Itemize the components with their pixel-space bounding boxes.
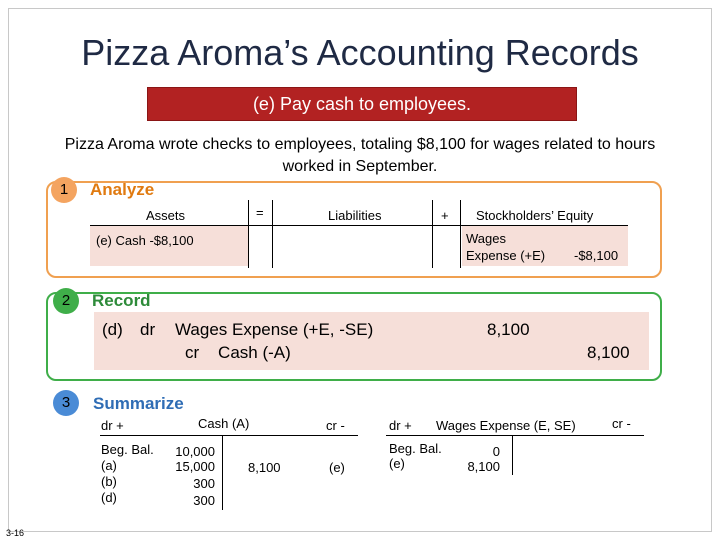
step-3-badge: 3 bbox=[53, 390, 79, 416]
plus-sign: + bbox=[441, 208, 449, 223]
slide-number: 3-16 bbox=[6, 528, 25, 538]
equity-entry-amount: -$8,100 bbox=[574, 248, 619, 263]
debit-account: Wages Expense (+E, -SE) bbox=[175, 320, 374, 339]
equals-divider-right bbox=[272, 200, 273, 268]
wages-debit-0: 0 bbox=[492, 444, 500, 459]
wages-dr-header: dr + bbox=[389, 418, 412, 433]
journal-entry-ref: (d) bbox=[102, 320, 123, 339]
equity-header: Stockholders’ Equity bbox=[476, 208, 594, 223]
wages-cr-header: cr - bbox=[612, 416, 631, 431]
transaction-description: Pizza Aroma wrote checks to employees, totaling $8,100 for wages related to hours worked in September. bbox=[64, 136, 656, 175]
cash-cr-header: cr - bbox=[326, 418, 345, 433]
step-2-badge: 2 bbox=[53, 288, 79, 314]
debit-amount: 8,100 bbox=[487, 320, 530, 339]
step-1-badge: 1 bbox=[51, 177, 77, 203]
equals-sign: = bbox=[256, 205, 264, 220]
assets-entry: (e) Cash -$8,100 bbox=[96, 233, 194, 248]
wages-debit-1: 8,100 bbox=[467, 459, 500, 474]
cash-label-1: (a) bbox=[101, 458, 117, 473]
step-1-label: Analyze bbox=[90, 180, 155, 199]
equity-entry-label-2: Expense (+E) bbox=[466, 248, 546, 263]
cash-credit-ref: (e) bbox=[329, 460, 345, 475]
cash-debit-1: 15,000 bbox=[175, 459, 215, 474]
wages-title: Wages Expense (E, SE) bbox=[436, 418, 576, 433]
cash-debit-3: 300 bbox=[193, 493, 215, 508]
cash-credit-amount: 8,100 bbox=[248, 460, 281, 475]
header-underline bbox=[90, 225, 628, 226]
wages-t-vertical bbox=[512, 435, 513, 475]
plus-divider-right bbox=[460, 200, 461, 268]
plus-divider-left bbox=[432, 200, 433, 268]
credit-line: cr Cash (-A) bbox=[185, 343, 291, 362]
wages-t-horizontal bbox=[386, 435, 644, 436]
credit-amount: 8,100 bbox=[587, 343, 630, 362]
cash-t-horizontal bbox=[100, 435, 358, 436]
cash-debit-0: 10,000 bbox=[175, 444, 215, 459]
liabilities-header: Liabilities bbox=[328, 208, 382, 223]
assets-header: Assets bbox=[146, 208, 186, 223]
wages-label-1: (e) bbox=[389, 456, 405, 471]
cash-title: Cash (A) bbox=[198, 416, 250, 431]
cash-t-vertical bbox=[222, 435, 223, 510]
wages-label-0: Beg. Bal. bbox=[389, 441, 442, 456]
cash-debit-2: 300 bbox=[193, 476, 215, 491]
cash-dr-header: dr + bbox=[101, 418, 124, 433]
journal-entry-dr: dr bbox=[140, 320, 156, 339]
slide-title: Pizza Aroma’s Accounting Records bbox=[81, 32, 639, 73]
step-3-label: Summarize bbox=[93, 394, 184, 413]
equity-entry-label-1: Wages bbox=[466, 231, 506, 246]
cash-label-0: Beg. Bal. bbox=[101, 442, 154, 457]
cash-label-2: (b) bbox=[101, 474, 117, 489]
cash-label-3: (d) bbox=[101, 490, 117, 505]
transaction-banner: (e) Pay cash to employees. bbox=[147, 87, 577, 121]
step-2-label: Record bbox=[92, 291, 151, 310]
accounting-equation-table bbox=[90, 200, 630, 270]
equals-divider-left bbox=[248, 200, 249, 268]
